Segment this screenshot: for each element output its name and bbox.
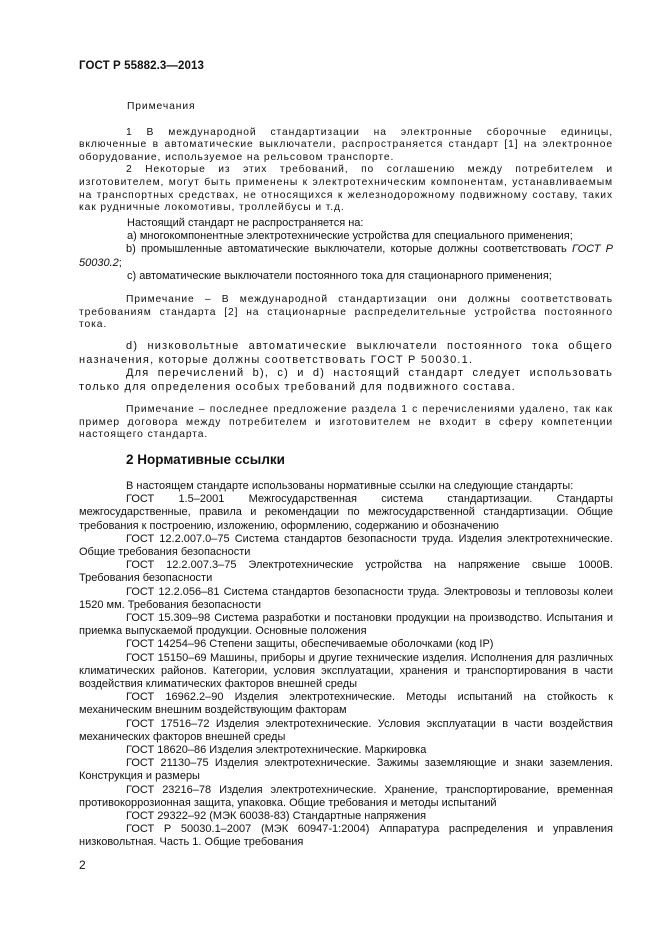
- section-2-heading: 2 Нормативные ссылки: [126, 452, 285, 467]
- reference-item: ГОСТ 15.309–98 Система разработки и постановки продукции на производство. Испытания и приемка выпускаемой продукции. Основные положения: [79, 612, 613, 638]
- reference-item: ГОСТ 23216–78 Изделия электротехнические. Хранение, транспортирование, временная противокоррозионная защита, упаковка. Общие требования и методы испытаний: [79, 783, 613, 809]
- normative-references: [79, 480, 613, 850]
- scope-list: [79, 217, 613, 283]
- reference-item: ГОСТ 12.2.007.3–75 Электротехнические устройства на напряжение свыше 1000В. Требования безопасности: [79, 559, 613, 585]
- scope-item-b: b) промышленные автоматические выключатели, которые должны соответствовать ГОСТ Р 50030.2;: [79, 243, 613, 269]
- document-header: ГОСТ Р 55882.3—2013: [79, 60, 204, 72]
- note-1: 1 В международной стандартизации на электронные сборочные единицы, включенные в автоматические выключатели, распространяется стандарт [1] на электронное оборудование, используемое на рельсовом транспорте.: [79, 126, 613, 163]
- reference-item: ГОСТ 18620–86 Изделия электротехнические. Маркировка: [126, 744, 427, 757]
- page-number: 2: [79, 858, 86, 872]
- scope-item-b-ref: ГОСТ Р 50030.2: [79, 243, 613, 269]
- notes-title: Примечания: [127, 101, 196, 112]
- reference-item: ГОСТ 12.2.007.0–75 Система стандартов безопасности труда. Изделия электротехнические. Общие требования безопасности: [79, 532, 613, 559]
- scope-paragraph: Для перечислений b), с) и d) настоящий стандарт следует использовать только для определения особых требований для подвижного состава.: [79, 367, 613, 393]
- scope-item-a: а) многокомпонентные электротехнические устройства для специального применения;: [127, 230, 573, 243]
- note-2: 2 Некоторые из этих требований, по соглашению между потребителем и изготовителем, могут быть применены к электротехническим компонентам, устанавливаемым на транспортных средствах, не относящихся к железнодорожному подвижному составу, таких как рудничные локомотивы, троллейбусы и т.д.: [79, 164, 613, 214]
- scope-item-d: d) низковольтные автоматические выключатели постоянного тока общего назначения, которые должны соответствовать ГОСТ Р 50030.1.: [79, 340, 613, 366]
- reference-item: ГОСТ 12.2.056–81 Система стандартов безопасности труда. Электровозы и тепловозы колеи 1520 мм. Требования безопасности: [79, 585, 613, 611]
- reference-item: ГОСТ 17516–72 Изделия электротехнические. Условия эксплуатации в части воздействия механических факторов внешней среды: [79, 717, 613, 743]
- scope-intro: Настоящий стандарт не распространяется на:: [127, 217, 364, 229]
- notes-block: [79, 101, 613, 215]
- note-stationary: Примечание – В международной стандартизации они должны соответствовать требованиям стандарта [2] на стационарные распределительные устройства постоянного тока.: [79, 294, 613, 331]
- reference-item: ГОСТ 16962.2–90 Изделия электротехнические. Методы испытаний на стойкость к механическим внешним воздействующим факторам: [79, 691, 613, 717]
- reference-item: ГОСТ 15150–69 Машины, приборы и другие технические изделия. Исполнения для различных климатических районов. Категории, условия эксплуатации, хранения и транспортирования в части воздействия климатических факторов внешней среды: [79, 651, 613, 691]
- scope-continued: [79, 340, 613, 394]
- reference-item: ГОСТ 1.5–2001 Межгосударственная система стандартизации. Стандарты межгосударственные, правила и рекомендации по межгосударственной стандартизации. Общие требования к построению, изложению, оформлению, содержанию и обозначению: [79, 493, 613, 532]
- scope-item-c: с) автоматические выключатели постоянного тока для стационарного применения;: [127, 269, 552, 282]
- note-removed: Примечание – последнее предложение раздела 1 с перечислениями удалено, так как пример договора между потребителем и изготовителем не входит в сферу компетенции настоящего стандарта.: [79, 404, 613, 441]
- reference-item: ГОСТ 29322–92 (МЭК 60038-83) Стандартные напряжения: [126, 810, 427, 823]
- reference-item: ГОСТ 14254–96 Степени защиты, обеспечиваемые оболочками (код IP): [126, 638, 494, 651]
- reference-item: ГОСТ Р 50030.1–2007 (МЭК 60947-1:2004) Аппаратура распределения и управления низковольтная. Часть 1. Общие требования: [79, 823, 613, 849]
- reference-item: ГОСТ 21130–75 Изделия электротехнические. Зажимы заземляющие и знаки заземления. Конструкция и размеры: [79, 757, 613, 783]
- references-intro: В настоящем стандарте использованы нормативные ссылки на следующие стандарты:: [126, 480, 574, 492]
